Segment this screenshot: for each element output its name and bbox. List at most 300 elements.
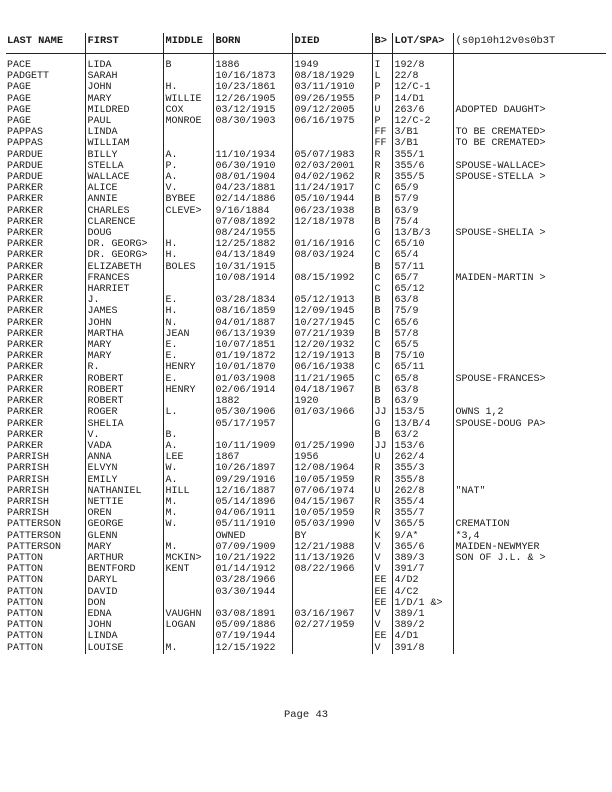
- table-row: [6, 262, 606, 273]
- first-name-cell: ANNIE: [85, 194, 163, 205]
- block-cell: R: [372, 508, 392, 519]
- notes-cell: [453, 206, 606, 217]
- lot-space-cell: 13/B/3: [392, 228, 453, 239]
- died-cell: 01/25/1990: [292, 441, 372, 452]
- first-name-cell: DR. GEORG>: [85, 250, 163, 261]
- middle-name-cell: M.: [163, 497, 213, 508]
- notes-cell: [453, 463, 606, 474]
- table-row: [6, 127, 606, 138]
- table-row: [6, 60, 606, 71]
- notes-cell: [453, 94, 606, 105]
- notes-cell: *3,4: [453, 531, 606, 542]
- block-cell: R: [372, 463, 392, 474]
- first-name-cell: JAMES: [85, 306, 163, 317]
- born-cell: 04/06/1911: [213, 508, 292, 519]
- middle-name-cell: [163, 587, 213, 598]
- lot-space-cell: 4/D1: [392, 631, 453, 642]
- last-name-cell: PARRISH: [7, 463, 50, 475]
- born-cell: 05/30/1906: [213, 407, 292, 418]
- died-cell: 04/18/1967: [292, 385, 372, 396]
- notes-cell: SPOUSE-FRANCES>: [453, 374, 606, 385]
- middle-name-cell: BYBEE: [163, 194, 213, 205]
- died-cell: [292, 643, 372, 654]
- column-header-first: FIRST: [85, 33, 163, 54]
- middle-name-cell: H.: [163, 250, 213, 261]
- block-cell: EE: [372, 631, 392, 642]
- died-cell: 12/18/1978: [292, 217, 372, 228]
- block-cell: V: [372, 564, 392, 575]
- column-header-block: B>: [372, 33, 392, 54]
- lot-space-cell: 75/4: [392, 217, 453, 228]
- born-cell: 03/30/1944: [213, 587, 292, 598]
- first-name-cell: ROBERT: [85, 385, 163, 396]
- lot-space-cell: 355/4: [392, 497, 453, 508]
- notes-cell: [453, 475, 606, 486]
- last-name-cell: PATTON: [7, 608, 44, 620]
- notes-cell: [453, 385, 606, 396]
- middle-name-cell: P.: [163, 161, 213, 172]
- died-cell: [292, 138, 372, 149]
- lot-space-cell: 4/D2: [392, 575, 453, 586]
- middle-name-cell: HENRY: [163, 362, 213, 373]
- lot-space-cell: 355/8: [392, 475, 453, 486]
- block-cell: V: [372, 553, 392, 564]
- block-cell: P: [372, 116, 392, 127]
- table-row: [6, 183, 606, 194]
- died-cell: BY: [292, 531, 372, 542]
- lot-space-cell: 65/9: [392, 183, 453, 194]
- block-cell: B: [372, 385, 392, 396]
- column-header-born: BORN: [213, 33, 292, 54]
- table-row: [6, 486, 606, 497]
- lot-space-cell: 65/4: [392, 250, 453, 261]
- died-cell: 12/21/1988: [292, 542, 372, 553]
- table-row: [6, 620, 606, 631]
- lot-space-cell: 391/8: [392, 643, 453, 654]
- table-row: [6, 396, 606, 407]
- last-name-cell: PARDUE: [7, 172, 44, 184]
- notes-cell: [453, 239, 606, 250]
- middle-name-cell: W.: [163, 519, 213, 530]
- middle-name-cell: L.: [163, 407, 213, 418]
- first-name-cell: ROBERT: [85, 396, 163, 407]
- born-cell: 03/08/1891: [213, 609, 292, 620]
- middle-name-cell: V.: [163, 183, 213, 194]
- lot-space-cell: 65/7: [392, 273, 453, 284]
- died-cell: 10/27/1945: [292, 318, 372, 329]
- middle-name-cell: W.: [163, 463, 213, 474]
- middle-name-cell: H.: [163, 239, 213, 250]
- born-cell: 04/13/1849: [213, 250, 292, 261]
- born-cell: 01/14/1912: [213, 564, 292, 575]
- lot-space-cell: 65/8: [392, 374, 453, 385]
- born-cell: 10/16/1873: [213, 71, 292, 82]
- block-cell: B: [372, 194, 392, 205]
- born-cell: 07/08/1892: [213, 217, 292, 228]
- middle-name-cell: COX: [163, 105, 213, 116]
- block-cell: V: [372, 609, 392, 620]
- born-cell: 05/09/1886: [213, 620, 292, 631]
- notes-cell: [453, 82, 606, 93]
- notes-cell: SPOUSE-STELLA >: [453, 172, 606, 183]
- first-name-cell: DOUG: [85, 228, 163, 239]
- table-row: [6, 228, 606, 239]
- block-cell: G: [372, 419, 392, 430]
- last-name-cell: PARKER: [7, 317, 44, 329]
- died-cell: 08/22/1966: [292, 564, 372, 575]
- died-cell: 10/05/1959: [292, 508, 372, 519]
- table-row: [6, 217, 606, 228]
- died-cell: 11/24/1917: [292, 183, 372, 194]
- lot-space-cell: 355/6: [392, 161, 453, 172]
- last-name-cell: PARKER: [7, 362, 44, 374]
- table-row: [6, 609, 606, 620]
- born-cell: 12/16/1887: [213, 486, 292, 497]
- died-cell: 08/18/1929: [292, 71, 372, 82]
- first-name-cell: CLARENCE: [85, 217, 163, 228]
- table-row: [6, 206, 606, 217]
- born-cell: 01/03/1908: [213, 374, 292, 385]
- last-name-cell: PARKER: [7, 239, 44, 251]
- lot-space-cell: 63/2: [392, 430, 453, 441]
- table-row: [6, 598, 606, 609]
- lot-space-cell: 1/D/1 &>: [392, 598, 453, 609]
- middle-name-cell: N.: [163, 318, 213, 329]
- middle-name-cell: A.: [163, 150, 213, 161]
- block-cell: C: [372, 340, 392, 351]
- notes-cell: ADOPTED DAUGHT>: [453, 105, 606, 116]
- middle-name-cell: A.: [163, 475, 213, 486]
- last-name-cell: PAGE: [7, 93, 32, 105]
- first-name-cell: BILLY: [85, 150, 163, 161]
- first-name-cell: ELVYN: [85, 463, 163, 474]
- notes-cell: [453, 362, 606, 373]
- lot-space-cell: 4/C2: [392, 587, 453, 598]
- last-name-cell: PARKER: [7, 250, 44, 262]
- table-row: [6, 463, 606, 474]
- block-cell: V: [372, 643, 392, 654]
- table-row: [6, 351, 606, 362]
- block-cell: C: [372, 362, 392, 373]
- column-header-lot-space: LOT/SPA>: [392, 33, 453, 54]
- table-row: [6, 273, 606, 284]
- lot-space-cell: 365/6: [392, 542, 453, 553]
- born-cell: 06/30/1910: [213, 161, 292, 172]
- middle-name-cell: [163, 531, 213, 542]
- table-row: [6, 419, 606, 430]
- last-name-cell: PARKER: [7, 216, 44, 228]
- last-name-cell: PARRISH: [7, 508, 50, 520]
- died-cell: 11/13/1926: [292, 553, 372, 564]
- born-cell: 05/17/1957: [213, 419, 292, 430]
- first-name-cell: JOHN: [85, 620, 163, 631]
- middle-name-cell: A.: [163, 441, 213, 452]
- block-cell: R: [372, 497, 392, 508]
- middle-name-cell: [163, 71, 213, 82]
- last-name-cell: PARDUE: [7, 160, 44, 172]
- table-row: [6, 194, 606, 205]
- died-cell: 12/20/1932: [292, 340, 372, 351]
- notes-cell: [453, 587, 606, 598]
- middle-name-cell: [163, 575, 213, 586]
- born-cell: 10/01/1870: [213, 362, 292, 373]
- born-cell: 02/06/1914: [213, 385, 292, 396]
- first-name-cell: GLENN: [85, 531, 163, 542]
- middle-name-cell: LOGAN: [163, 620, 213, 631]
- table-row: [6, 452, 606, 463]
- notes-cell: [453, 575, 606, 586]
- lot-space-cell: 57/11: [392, 262, 453, 273]
- last-name-cell: PATTON: [7, 597, 44, 609]
- last-name-cell: PATTERSON: [7, 519, 62, 531]
- block-cell: U: [372, 486, 392, 497]
- notes-cell: [453, 284, 606, 295]
- middle-name-cell: [163, 419, 213, 430]
- notes-cell: [453, 194, 606, 205]
- table-row: [6, 374, 606, 385]
- born-cell: 9/16/1884: [213, 206, 292, 217]
- born-cell: [213, 138, 292, 149]
- middle-name-cell: [163, 217, 213, 228]
- lot-space-cell: 355/7: [392, 508, 453, 519]
- born-cell: 07/09/1909: [213, 542, 292, 553]
- died-cell: 01/03/1966: [292, 407, 372, 418]
- born-cell: 07/19/1944: [213, 631, 292, 642]
- died-cell: 1949: [292, 60, 372, 71]
- last-name-cell: PARKER: [7, 328, 44, 340]
- first-name-cell: CHARLES: [85, 206, 163, 217]
- table-row: [6, 116, 606, 127]
- born-cell: 03/28/1966: [213, 575, 292, 586]
- died-cell: 08/03/1924: [292, 250, 372, 261]
- table-row: [6, 105, 606, 116]
- block-cell: P: [372, 94, 392, 105]
- born-cell: [213, 430, 292, 441]
- notes-cell: SON OF J.L. & >: [453, 553, 606, 564]
- block-cell: C: [372, 318, 392, 329]
- notes-cell: [453, 430, 606, 441]
- lot-space-cell: 12/C-1: [392, 82, 453, 93]
- born-cell: 02/14/1886: [213, 194, 292, 205]
- died-cell: [292, 430, 372, 441]
- block-cell: R: [372, 161, 392, 172]
- middle-name-cell: [163, 138, 213, 149]
- table-row: [6, 250, 606, 261]
- died-cell: 03/11/1910: [292, 82, 372, 93]
- last-name-cell: PARKER: [7, 272, 44, 284]
- notes-cell: [453, 262, 606, 273]
- born-cell: 10/11/1909: [213, 441, 292, 452]
- born-cell: 08/01/1904: [213, 172, 292, 183]
- first-name-cell: ANNA: [85, 452, 163, 463]
- born-cell: 05/14/1896: [213, 497, 292, 508]
- lot-space-cell: 9/A*: [392, 531, 453, 542]
- lot-space-cell: 12/C-2: [392, 116, 453, 127]
- first-name-cell: SARAH: [85, 71, 163, 82]
- last-name-cell: PAGE: [7, 82, 32, 94]
- last-name-cell: PARRISH: [7, 496, 50, 508]
- first-name-cell: EDNA: [85, 609, 163, 620]
- notes-cell: [453, 631, 606, 642]
- last-name-cell: PARKER: [7, 440, 44, 452]
- first-name-cell: DR. GEORG>: [85, 239, 163, 250]
- born-cell: 10/07/1851: [213, 340, 292, 351]
- born-cell: 09/29/1916: [213, 475, 292, 486]
- died-cell: [292, 284, 372, 295]
- first-name-cell: MILDRED: [85, 105, 163, 116]
- lot-space-cell: 263/6: [392, 105, 453, 116]
- died-cell: 04/02/1962: [292, 172, 372, 183]
- block-cell: C: [372, 284, 392, 295]
- notes-cell: [453, 306, 606, 317]
- last-name-cell: PARKER: [7, 228, 44, 240]
- died-cell: 06/16/1975: [292, 116, 372, 127]
- lot-space-cell: 365/5: [392, 519, 453, 530]
- last-name-cell: PAGE: [7, 116, 32, 128]
- first-name-cell: MARY: [85, 542, 163, 553]
- last-name-cell: PARKER: [7, 205, 44, 217]
- first-name-cell: LINDA: [85, 127, 163, 138]
- middle-name-cell: HILL: [163, 486, 213, 497]
- first-name-cell: JOHN: [85, 318, 163, 329]
- lot-space-cell: 22/8: [392, 71, 453, 82]
- notes-cell: [453, 295, 606, 306]
- middle-name-cell: MONROE: [163, 116, 213, 127]
- first-name-cell: STELLA: [85, 161, 163, 172]
- died-cell: 01/16/1916: [292, 239, 372, 250]
- first-name-cell: WILLIAM: [85, 138, 163, 149]
- lot-space-cell: 14/D1: [392, 94, 453, 105]
- first-name-cell: BENTFORD: [85, 564, 163, 575]
- last-name-cell: PATTERSON: [7, 530, 62, 542]
- notes-cell: MAIDEN-NEWMYER: [453, 542, 606, 553]
- middle-name-cell: [163, 127, 213, 138]
- block-cell: C: [372, 239, 392, 250]
- block-cell: L: [372, 71, 392, 82]
- table-row: [6, 407, 606, 418]
- table-row: [6, 239, 606, 250]
- lot-space-cell: 65/10: [392, 239, 453, 250]
- table-row: [6, 329, 606, 340]
- first-name-cell: MARY: [85, 351, 163, 362]
- block-cell: EE: [372, 575, 392, 586]
- died-cell: 1920: [292, 396, 372, 407]
- notes-cell: SPOUSE-DOUG PA>: [453, 419, 606, 430]
- middle-name-cell: E.: [163, 351, 213, 362]
- block-cell: B: [372, 217, 392, 228]
- died-cell: 11/21/1965: [292, 374, 372, 385]
- middle-name-cell: BOLES: [163, 262, 213, 273]
- table-row: [6, 519, 606, 530]
- notes-cell: [453, 452, 606, 463]
- middle-name-cell: B.: [163, 430, 213, 441]
- born-cell: 08/16/1859: [213, 306, 292, 317]
- middle-name-cell: [163, 273, 213, 284]
- middle-name-cell: [163, 228, 213, 239]
- born-cell: 12/25/1882: [213, 239, 292, 250]
- notes-cell: OWNS 1,2: [453, 407, 606, 418]
- notes-cell: [453, 351, 606, 362]
- table-row: [6, 564, 606, 575]
- notes-cell: [453, 396, 606, 407]
- block-cell: R: [372, 150, 392, 161]
- notes-cell: [453, 150, 606, 161]
- born-cell: 10/08/1914: [213, 273, 292, 284]
- first-name-cell: SHELIA: [85, 419, 163, 430]
- died-cell: 08/15/1992: [292, 273, 372, 284]
- middle-name-cell: M.: [163, 508, 213, 519]
- table-row: [6, 295, 606, 306]
- middle-name-cell: E.: [163, 374, 213, 385]
- column-header-last-name: LAST NAME: [6, 33, 85, 54]
- last-name-cell: PARKER: [7, 407, 44, 419]
- first-name-cell: MARY: [85, 94, 163, 105]
- lot-space-cell: 57/8: [392, 329, 453, 340]
- lot-space-cell: 3/B1: [392, 138, 453, 149]
- table-row: [6, 284, 606, 295]
- block-cell: C: [372, 250, 392, 261]
- lot-space-cell: 65/6: [392, 318, 453, 329]
- column-header-printer-code: (s0p10h12v0s0b3T: [453, 33, 606, 54]
- table-row: [6, 138, 606, 149]
- middle-name-cell: A.: [163, 172, 213, 183]
- born-cell: 08/30/1903: [213, 116, 292, 127]
- first-name-cell: EMILY: [85, 475, 163, 486]
- born-cell: 10/26/1897: [213, 463, 292, 474]
- first-name-cell: LOUISE: [85, 643, 163, 654]
- born-cell: 1886: [213, 60, 292, 71]
- block-cell: R: [372, 475, 392, 486]
- last-name-cell: PAGE: [7, 104, 32, 116]
- block-cell: B: [372, 329, 392, 340]
- died-cell: 1956: [292, 452, 372, 463]
- block-cell: U: [372, 105, 392, 116]
- died-cell: [292, 419, 372, 430]
- table-row: [6, 306, 606, 317]
- block-cell: B: [372, 206, 392, 217]
- table-row: [6, 71, 606, 82]
- middle-name-cell: [163, 631, 213, 642]
- first-name-cell: MARY: [85, 340, 163, 351]
- table-row: [6, 430, 606, 441]
- notes-cell: TO BE CREMATED>: [453, 138, 606, 149]
- block-cell: B: [372, 295, 392, 306]
- notes-cell: [453, 564, 606, 575]
- block-cell: C: [372, 183, 392, 194]
- born-cell: 10/31/1915: [213, 262, 292, 273]
- first-name-cell: VADA: [85, 441, 163, 452]
- table-row: [6, 542, 606, 553]
- last-name-cell: PARKER: [7, 384, 44, 396]
- died-cell: 10/05/1959: [292, 475, 372, 486]
- block-cell: B: [372, 306, 392, 317]
- header-row: [6, 33, 606, 54]
- notes-cell: [453, 598, 606, 609]
- first-name-cell: PAUL: [85, 116, 163, 127]
- middle-name-cell: [163, 598, 213, 609]
- born-cell: 1882: [213, 396, 292, 407]
- first-name-cell: ELIZABETH: [85, 262, 163, 273]
- last-name-cell: PARKER: [7, 261, 44, 273]
- died-cell: [292, 228, 372, 239]
- table-row: [6, 587, 606, 598]
- first-name-cell: GEORGE: [85, 519, 163, 530]
- last-name-cell: PARKER: [7, 373, 44, 385]
- born-cell: 12/15/1922: [213, 643, 292, 654]
- lot-space-cell: 3/B1: [392, 127, 453, 138]
- column-header-middle: MIDDLE: [163, 33, 213, 54]
- died-cell: 12/19/1913: [292, 351, 372, 362]
